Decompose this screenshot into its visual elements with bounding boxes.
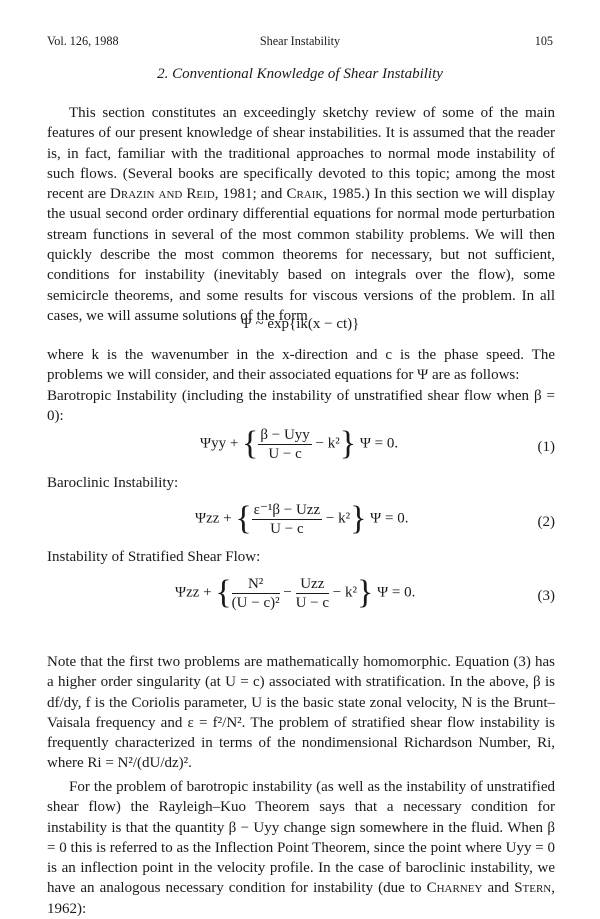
label-baroclinic: Baroclinic Instability:	[47, 475, 179, 491]
numerator: Uzz	[296, 575, 329, 594]
citation-author: Stern	[514, 880, 552, 897]
right-brace: }	[339, 425, 357, 462]
eq-rhs: Ψ = 0.	[377, 584, 416, 601]
citation-author: Craik	[286, 186, 324, 203]
numerator: N²	[232, 575, 280, 594]
eq-lhs: Ψzz +	[175, 584, 212, 601]
left-brace: {	[235, 500, 252, 537]
paragraph-text: , 1962):	[47, 880, 555, 917]
paragraph-text: , 1981; and	[214, 186, 287, 203]
eq-lhs: Ψzz +	[195, 510, 232, 527]
right-brace: }	[350, 500, 367, 537]
paragraph-definitions: where k is the wavenumber in the x-direction and c is the phase speed. The problems we will consider, and their associated equations for Ψ are as follows:	[47, 347, 555, 384]
equation-number: (2)	[537, 514, 555, 530]
paragraph-notes: Note that the first two problems are mathematically homomorphic. Equation (3) has a higher order singularity (at U = c) associated with stratification. In the above, β is df/dy, f is the Coriolis parameter, U is the basic state zonal velocity, N is the Brunt–Vaisala frequency and ε = f²/N². The problem of stratified shear flow instability is frequently characterized in terms of the nondimensional Richardson Number, Ri, where Ri = N²/(dU/dz)².	[47, 654, 555, 772]
equation-number: (3)	[537, 588, 555, 604]
paragraph-text: , 1985.) In this section we will display the usual second order ordinary differential equations for normal mode perturbation stream functions in several of the most common stability problems. We will then quickly describe the most common theorems for necessary, but not sufficient, conditions for instability (inevitably based on integrals over the flow), some semicircle theorems, and some results for viscous versions of the problem. In all cases, we will assume solutions of the form	[47, 186, 556, 324]
equation-solution-form: Ψ ~ exp{ik(x − ct)}	[240, 316, 360, 332]
denominator: U − c	[268, 445, 302, 462]
equation-number: (1)	[537, 439, 555, 455]
section-title: 2. Conventional Knowledge of Shear Instability	[157, 66, 443, 82]
citation-author: Charney	[426, 880, 483, 897]
eq-rhs: Ψ = 0.	[359, 435, 399, 452]
running-head	[47, 34, 553, 50]
fraction	[252, 501, 322, 538]
left-brace: {	[215, 574, 232, 611]
eq-term: − k²	[325, 510, 351, 527]
label-barotropic: Barotropic Instability (including the instability of unstratified shear flow when β = 0):	[47, 388, 555, 425]
eq-operator: −	[283, 584, 292, 601]
paragraph-text: and	[482, 880, 515, 897]
eq-rhs: Ψ = 0.	[370, 510, 409, 527]
fraction	[232, 575, 280, 612]
citation-author: Drazin and Reid	[110, 186, 215, 203]
equation-3	[0, 574, 600, 624]
eq-lhs: Ψyy +	[200, 435, 239, 452]
denominator: (U − c)²	[231, 594, 280, 611]
right-brace: }	[357, 574, 374, 611]
paragraph-intro	[47, 103, 555, 326]
equation-1	[0, 425, 600, 475]
denominator: U − c	[295, 594, 330, 611]
fraction	[258, 426, 311, 463]
equation-2	[0, 500, 600, 550]
paragraph-rayleigh-kuo	[47, 777, 555, 919]
fraction	[296, 575, 329, 612]
running-title: Shear Instability	[259, 34, 341, 48]
paragraph-text: For the problem of barotropic instability (as well as the instability of unstratified shear flow) the Rayleigh–Kuo Theorem says that a necessary condition for instability is that the quantity β − Uyy change sign somewhere in the fluid. When β = 0 this is referred to as the Inflection Point Theorem, since the point where Uyy = 0 is an inflection point in the velocity profile. In the case of baroclinic instability, we have an analogous necessary condition for instability (due to	[47, 779, 555, 897]
eq-term: − k²	[315, 435, 340, 452]
page-number: 105	[534, 34, 553, 48]
numerator: β − Uyy	[260, 426, 310, 443]
denominator: U − c	[270, 520, 304, 537]
volume-info: Vol. 126, 1988	[47, 34, 119, 48]
label-stratified: Instability of Stratified Shear Flow:	[47, 549, 261, 565]
eq-term: − k²	[332, 584, 357, 601]
paragraph-text: This section constitutes an exceedingly sketchy review of some of the main features of our present knowledge of shear instabilities. It is assumed that the reader is, in fact, familiar with the traditional approaches to normal mode instability of such flows. (Several books are specifically devoted to this topic; among the most recent are	[47, 105, 555, 203]
left-brace: {	[242, 425, 259, 462]
numerator: ε⁻¹β − Uzz	[253, 501, 321, 518]
